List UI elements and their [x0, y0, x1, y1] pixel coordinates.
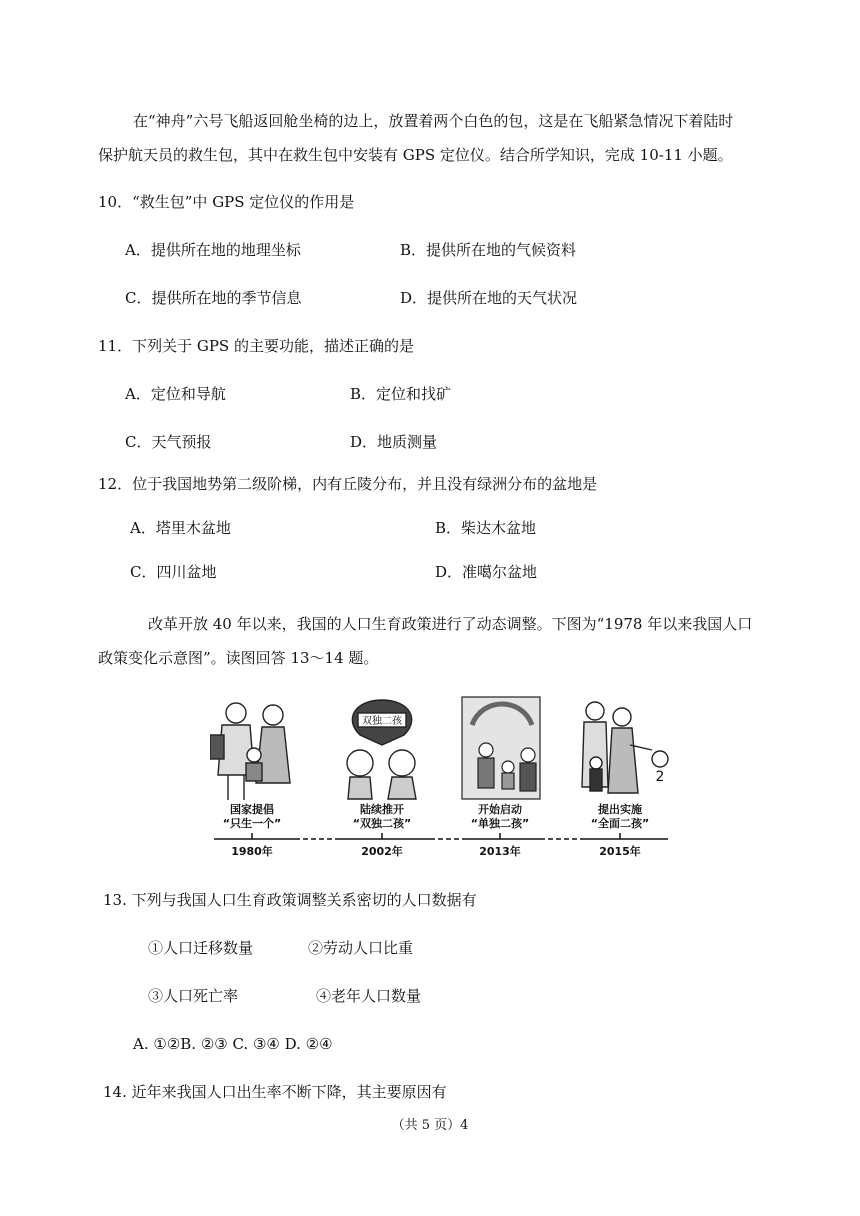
stage-4-caption-1: 提出实施 [598, 803, 642, 816]
q11-option-c: C．天气预报 [125, 433, 212, 451]
stage-1-caption-1: 国家提倡 [230, 803, 274, 816]
stage-1-caption-2: “只生一个” [222, 817, 282, 830]
q10-option-c: C．提供所在地的季节信息 [125, 289, 302, 307]
page-footer: （共 5 页）4 [391, 1118, 469, 1133]
year-label-1980: 1980年 [231, 845, 273, 858]
question-14-stem: 14. 近年来我国人口出生率不断下降，其主要原因有 [103, 1083, 447, 1101]
passage2-line2: 政策变化示意图”。读图回答 13～14 题。 [98, 649, 379, 667]
year-label-2015: 2015年 [599, 845, 641, 858]
q12-option-a: A．塔里木盆地 [130, 519, 231, 537]
q12-option-d: D．准噶尔盆地 [435, 563, 538, 581]
year-label-2002: 2002年 [361, 845, 403, 858]
policy-timeline-figure [210, 695, 670, 860]
q10-option-b: B．提供所在地的气候资料 [400, 241, 577, 259]
stage-2-caption-2: “双独二孩” [352, 817, 412, 830]
q13-item-2: ②劳动人口比重 [308, 939, 414, 957]
passage1-line1: 在“神舟”六号飞船返回舱坐椅的边上，放置着两个白色的包，这是在飞船紧急情况下着陆时 [133, 112, 734, 130]
q12-option-c: C．四川盆地 [130, 563, 217, 581]
stage-3-caption-1: 开始启动 [478, 803, 522, 816]
passage1-line2: 保护航天员的救生包，其中在救生包中安装有 GPS 定位仪。结合所学知识，完成 10-11 小题。 [98, 146, 733, 164]
banner-text: 双独二孩 [362, 716, 402, 727]
q10-option-a: A．提供所在地的地理坐标 [125, 241, 301, 259]
q13-answer-choices: A. ①②B. ②③ C. ③④ D. ②④ [133, 1035, 333, 1053]
svg-text:2: 2 [655, 769, 665, 785]
q13-item-3: ③人口死亡率 [148, 987, 239, 1005]
question-13-stem: 13. 下列与我国人口生育政策调整关系密切的人口数据有 [103, 891, 477, 909]
question-11-stem: 11．下列关于 GPS 的主要功能，描述正确的是 [98, 337, 414, 355]
q12-option-b: B．柴达木盆地 [435, 519, 537, 537]
illustration-street-scene [462, 697, 540, 799]
q13-item-4: ④老年人口数量 [316, 987, 422, 1005]
illustration-two-child-family [582, 702, 668, 793]
q11-option-d: D．地质测量 [350, 433, 438, 451]
passage2-line1: 改革开放 40 年以来，我国的人口生育政策进行了动态调整。下图为“1978 年以来我国人口 [148, 615, 753, 633]
q11-option-b: B．定位和找矿 [350, 385, 452, 403]
illustration-one-child-family [210, 703, 290, 800]
year-label-2013: 2013年 [479, 845, 521, 858]
question-12-stem: 12．位于我国地势第二级阶梯，内有丘陵分布，并且没有绿洲分布的盆地是 [98, 475, 598, 493]
q10-option-d: D．提供所在地的天气状况 [400, 289, 578, 307]
stage-2-caption-1: 陆续推开 [360, 803, 404, 816]
stage-3-caption-2: “单独二孩” [470, 817, 530, 830]
q11-option-a: A．定位和导航 [125, 385, 226, 403]
illustration-two-children [347, 700, 416, 799]
question-10-stem: 10．“救生包”中 GPS 定位仪的作用是 [98, 193, 355, 211]
stage-4-caption-2: “全面二孩” [590, 817, 650, 830]
timeline-svg [210, 695, 670, 860]
q13-item-1: ①人口迁移数量 [148, 939, 254, 957]
